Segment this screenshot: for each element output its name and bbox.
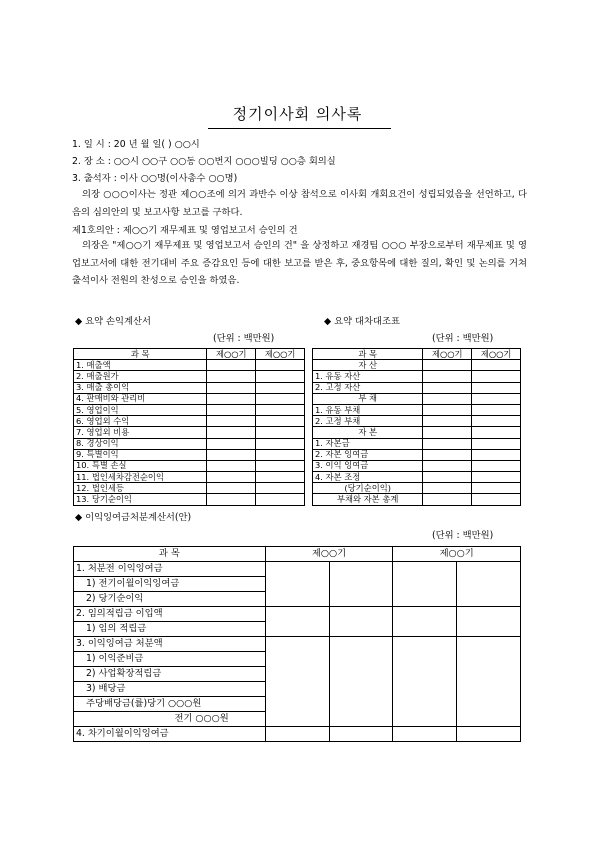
income-current-cell bbox=[207, 382, 256, 393]
balance-row-label: 자 본 bbox=[313, 427, 423, 438]
balance-row bbox=[313, 393, 521, 404]
balance-row bbox=[313, 483, 521, 494]
balance-prior-cell bbox=[472, 494, 521, 505]
agenda-item: 제1호의안 : 제○○기 재무제표 및 영업보고서 승인의 건 bbox=[72, 225, 298, 236]
income-prior-cell bbox=[256, 427, 305, 438]
retained-current-cell bbox=[265, 727, 329, 742]
retained-prior-cell bbox=[393, 607, 457, 637]
income-prior-cell bbox=[256, 393, 305, 404]
income-row-label: 5. 영업이익 bbox=[74, 404, 207, 415]
balance-unit: (단위 : 백만원) bbox=[432, 333, 494, 344]
income-row bbox=[74, 483, 305, 494]
retained-col-prior: 제○○기 bbox=[393, 547, 521, 562]
income-row-label: 11. 법인세차감전순이익 bbox=[74, 472, 207, 483]
retained-current-cell bbox=[329, 727, 393, 742]
income-current-cell bbox=[207, 483, 256, 494]
income-row bbox=[74, 393, 305, 404]
retained-row-label: 주당배당금(률)당기 ○○○원 bbox=[74, 697, 266, 712]
balance-row-label: 2. 고정 자산 bbox=[313, 382, 423, 393]
income-row-label: 1. 매출액 bbox=[74, 360, 207, 371]
balance-row bbox=[313, 460, 521, 471]
income-current-cell bbox=[207, 416, 256, 427]
income-col-item: 과 목 bbox=[74, 349, 207, 360]
balance-row-label: 자 산 bbox=[313, 360, 423, 371]
retained-prior-cell bbox=[457, 637, 521, 727]
balance-current-cell bbox=[423, 360, 472, 371]
balance-table bbox=[312, 348, 521, 506]
income-table bbox=[73, 348, 305, 506]
retained-prior-cell bbox=[457, 562, 521, 607]
income-row-label: 9. 특별이익 bbox=[74, 449, 207, 460]
income-prior-cell bbox=[256, 371, 305, 382]
balance-row bbox=[313, 494, 521, 505]
retained-unit: (단위 : 백만원) bbox=[432, 530, 494, 541]
retained-row-label: 4. 차기이월이익잉여금 bbox=[74, 727, 266, 742]
income-row-label: 13. 당기순이익 bbox=[74, 494, 207, 505]
income-prior-cell bbox=[256, 449, 305, 460]
balance-prior-cell bbox=[472, 438, 521, 449]
balance-header-row bbox=[313, 349, 521, 360]
income-current-cell bbox=[207, 393, 256, 404]
income-prior-cell bbox=[256, 438, 305, 449]
income-row-label: 12. 법인세등 bbox=[74, 483, 207, 494]
retained-current-cell bbox=[329, 607, 393, 637]
retained-prior-cell bbox=[393, 562, 457, 607]
retained-current-cell bbox=[329, 637, 393, 727]
page-title: 정기이사회 의사록 bbox=[232, 105, 363, 123]
balance-row bbox=[313, 382, 521, 393]
balance-current-cell bbox=[423, 382, 472, 393]
balance-col-item: 과 목 bbox=[313, 349, 423, 360]
balance-row bbox=[313, 404, 521, 415]
retained-row bbox=[74, 562, 521, 577]
balance-row bbox=[313, 371, 521, 382]
income-unit: (단위 : 백만원) bbox=[213, 333, 275, 344]
retained-row-label: 2) 당기순이익 bbox=[74, 592, 266, 607]
balance-prior-cell bbox=[472, 427, 521, 438]
retained-header-row bbox=[74, 547, 521, 562]
balance-row-label: 1. 자본금 bbox=[313, 438, 423, 449]
income-current-cell bbox=[207, 472, 256, 483]
balance-row-label: 2. 고정 부채 bbox=[313, 416, 423, 427]
balance-current-cell bbox=[423, 427, 472, 438]
retained-prior-cell bbox=[457, 607, 521, 637]
balance-row-label: 1. 유동 자산 bbox=[313, 371, 423, 382]
income-prior-cell bbox=[256, 460, 305, 471]
income-row bbox=[74, 404, 305, 415]
income-row-label: 4. 판매비와 관리비 bbox=[74, 393, 207, 404]
balance-prior-cell bbox=[472, 483, 521, 494]
income-row-label: 2. 매출원가 bbox=[74, 371, 207, 382]
balance-prior-cell bbox=[472, 382, 521, 393]
retained-prior-cell bbox=[393, 727, 457, 742]
retained-row bbox=[74, 637, 521, 652]
retained-row-label: 전기 ○○○원 bbox=[74, 712, 266, 727]
income-row bbox=[74, 472, 305, 483]
income-row-label: 8. 경상이익 bbox=[74, 438, 207, 449]
balance-col-current: 제○○기 bbox=[423, 349, 472, 360]
retained-row-label: 2. 임의적립금 이입액 bbox=[74, 607, 266, 622]
retained-row-label: 1) 전기이월이익잉여금 bbox=[74, 577, 266, 592]
income-row-label: 6. 영업외 수익 bbox=[74, 416, 207, 427]
income-current-cell bbox=[207, 494, 256, 505]
income-heading: ◆ 요약 손익계산서 bbox=[75, 316, 151, 327]
income-row-label: 7. 영업외 비용 bbox=[74, 427, 207, 438]
balance-current-cell bbox=[423, 404, 472, 415]
balance-row bbox=[313, 360, 521, 371]
balance-current-cell bbox=[423, 449, 472, 460]
balance-row bbox=[313, 449, 521, 460]
retained-current-cell bbox=[265, 562, 329, 607]
balance-row-label: 1. 유동 부채 bbox=[313, 404, 423, 415]
income-row bbox=[74, 382, 305, 393]
income-row bbox=[74, 360, 305, 371]
income-col-current: 제○○기 bbox=[207, 349, 256, 360]
balance-current-cell bbox=[423, 483, 472, 494]
income-row bbox=[74, 371, 305, 382]
income-prior-cell bbox=[256, 404, 305, 415]
retained-current-cell bbox=[265, 637, 329, 727]
retained-row-label: 1) 임의 적립금 bbox=[74, 622, 266, 637]
balance-row-label: (당기순이익) bbox=[313, 483, 423, 494]
balance-col-prior: 제○○기 bbox=[472, 349, 521, 360]
retained-table bbox=[73, 546, 521, 742]
retained-current-cell bbox=[329, 562, 393, 607]
income-prior-cell bbox=[256, 360, 305, 371]
balance-current-cell bbox=[423, 472, 472, 483]
balance-prior-cell bbox=[472, 404, 521, 415]
balance-row-label: 3. 이익 잉여금 bbox=[313, 460, 423, 471]
income-row bbox=[74, 438, 305, 449]
income-current-cell bbox=[207, 427, 256, 438]
balance-current-cell bbox=[423, 438, 472, 449]
balance-prior-cell bbox=[472, 416, 521, 427]
balance-current-cell bbox=[423, 416, 472, 427]
balance-row bbox=[313, 416, 521, 427]
balance-prior-cell bbox=[472, 449, 521, 460]
income-current-cell bbox=[207, 360, 256, 371]
retained-current-cell bbox=[265, 607, 329, 637]
income-current-cell bbox=[207, 449, 256, 460]
income-current-cell bbox=[207, 460, 256, 471]
balance-prior-cell bbox=[472, 393, 521, 404]
retained-row-label: 3) 배당금 bbox=[74, 682, 266, 697]
income-prior-cell bbox=[256, 472, 305, 483]
income-row bbox=[74, 494, 305, 505]
retained-row bbox=[74, 727, 521, 742]
resolution-paragraph: 의장은 "제○○기 재무제표 및 영업보고서 승인의 건" 을 상정하고 재경팀 ○○○ 부장으로부터 재무제표 및 영업보고서에 대한 전기대비 주요 증감요인 등에 대한 보고를 받은 후, 중요항목에 대한 질의, 확인 및 논의를 거쳐 출석이사 전원의 찬성으로 승인을 하였음. bbox=[72, 240, 527, 287]
income-prior-cell bbox=[256, 416, 305, 427]
balance-heading: ◆ 요약 대차대조표 bbox=[324, 316, 400, 327]
balance-row bbox=[313, 472, 521, 483]
income-row bbox=[74, 449, 305, 460]
balance-current-cell bbox=[423, 393, 472, 404]
balance-current-cell bbox=[423, 494, 472, 505]
balance-current-cell bbox=[423, 460, 472, 471]
income-prior-cell bbox=[256, 483, 305, 494]
retained-row-label: 1) 이익준비금 bbox=[74, 652, 266, 667]
retained-row bbox=[74, 607, 521, 622]
balance-row bbox=[313, 427, 521, 438]
balance-row-label: 부채와 자본 총계 bbox=[313, 494, 423, 505]
income-row-label: 10. 특별 손실 bbox=[74, 460, 207, 471]
retained-row-label: 1. 처분전 이익잉여금 bbox=[74, 562, 266, 577]
retained-col-current: 제○○기 bbox=[265, 547, 393, 562]
balance-row-label: 2. 자본 잉여금 bbox=[313, 449, 423, 460]
income-current-cell bbox=[207, 371, 256, 382]
balance-row-label: 부 채 bbox=[313, 393, 423, 404]
retained-heading: ◆ 이익잉여금처분계산서(안) bbox=[75, 512, 192, 523]
income-row bbox=[74, 416, 305, 427]
retained-row-label: 2) 사업확장적립금 bbox=[74, 667, 266, 682]
retained-col-item: 과 목 bbox=[74, 547, 266, 562]
retained-row-label: 3. 이익잉여금 처분액 bbox=[74, 637, 266, 652]
opening-paragraph: 의장 ○○○이사는 정관 제○○조에 의거 과반수 이상 참석으로 이사회 개회요건이 성립되었음을 선언하고, 다음의 심의안의 및 보고사항 보고를 구하다. bbox=[72, 189, 527, 218]
balance-prior-cell bbox=[472, 360, 521, 371]
income-header-row bbox=[74, 349, 305, 360]
income-prior-cell bbox=[256, 382, 305, 393]
retained-prior-cell bbox=[457, 727, 521, 742]
meeting-place: 2. 장 소 : ○○시 ○○구 ○○동 ○○번지 ○○○빌딩 ○○층 회의실 bbox=[72, 156, 336, 167]
meeting-attendees: 3. 출석자 : 이사 ○○명(이사총수 ○○명) bbox=[72, 173, 238, 184]
balance-row bbox=[313, 438, 521, 449]
income-current-cell bbox=[207, 404, 256, 415]
income-current-cell bbox=[207, 438, 256, 449]
balance-row-label: 4. 자본 조정 bbox=[313, 472, 423, 483]
balance-prior-cell bbox=[472, 460, 521, 471]
retained-prior-cell bbox=[393, 637, 457, 727]
income-row-label: 3. 매출 총이익 bbox=[74, 382, 207, 393]
income-row bbox=[74, 460, 305, 471]
meeting-datetime: 1. 일 시 : 20 년 월 일( ) ○○시 bbox=[72, 139, 200, 150]
income-col-prior: 제○○기 bbox=[256, 349, 305, 360]
balance-current-cell bbox=[423, 371, 472, 382]
balance-prior-cell bbox=[472, 472, 521, 483]
title-underline bbox=[208, 128, 391, 129]
income-row bbox=[74, 427, 305, 438]
income-prior-cell bbox=[256, 494, 305, 505]
balance-prior-cell bbox=[472, 371, 521, 382]
